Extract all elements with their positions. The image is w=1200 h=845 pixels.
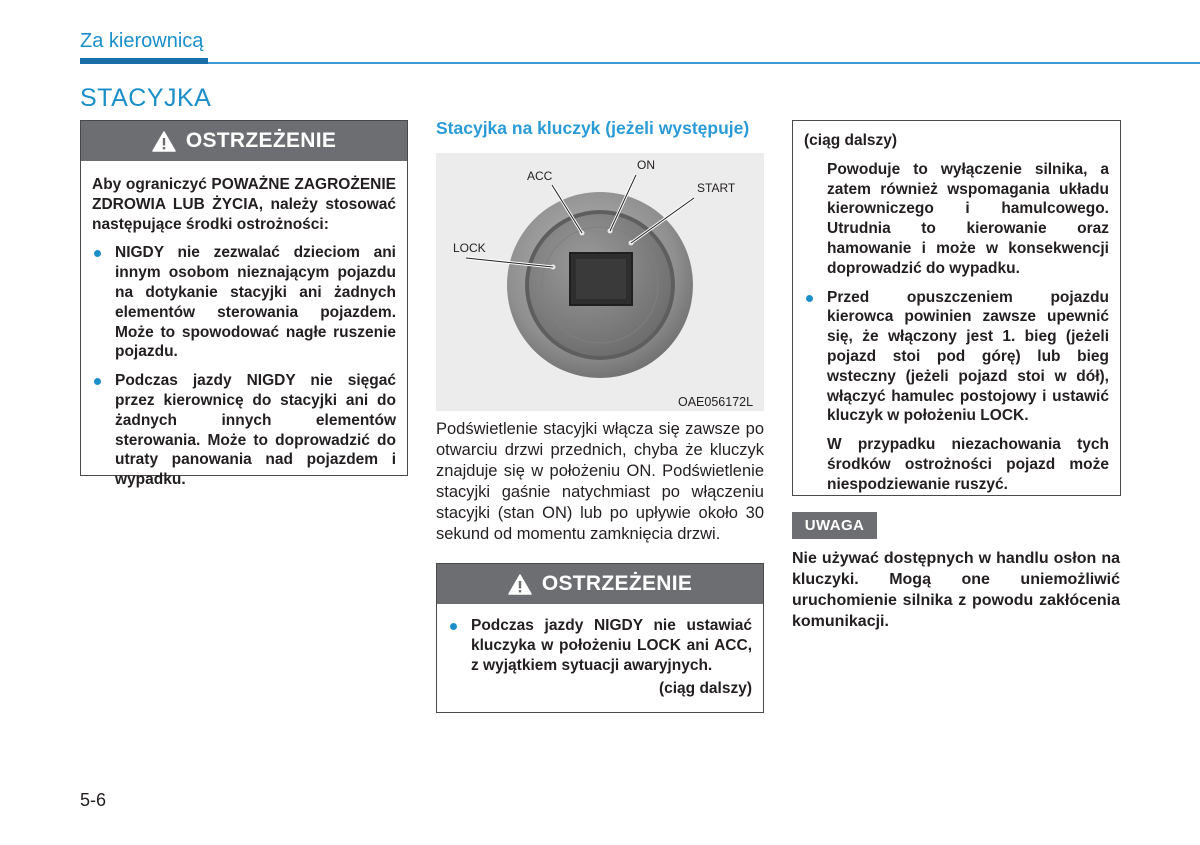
list-item — [92, 243, 396, 362]
list-item-text: Podczas jazdy NIGDY nie ustawiać kluczyka w położeniu LOCK ani ACC, z wyjątkiem sytuacji awaryjnych. — [471, 617, 752, 674]
warning-header — [437, 564, 763, 604]
warning-box-driving — [436, 563, 764, 713]
warning-intro: Aby ograniczyć POWAŻNE ZAGROŻENIE ZDROWIA LUB ŻYCIA, należy stosować następujące środki ostrożności: — [92, 176, 396, 233]
header-rule — [80, 62, 1200, 64]
warning-paragraph: W przypadku niezachowania tych środków ostrożności pojazd może niespodziewanie ruszyć. — [827, 436, 1109, 493]
list-item — [92, 371, 396, 490]
label-acc: ACC — [527, 169, 553, 183]
warning-paragraph: Powoduje to wyłączenie silnika, a zatem również wspomagania układu kierowniczego i hamulcowego. Utrudnia to kierowanie oraz hamowanie i może w konsekwencji doprowadzić do wypadku. — [827, 160, 1109, 277]
subsection-heading: Stacyjka na kluczyk (jeżeli występuje) — [436, 118, 750, 138]
page-number: 5-6 — [80, 790, 107, 810]
figure-code: OAE056172L — [678, 395, 754, 409]
list-item — [448, 616, 752, 675]
header-accent-bar — [80, 58, 208, 64]
ignition-switch-figure — [436, 153, 764, 411]
body-paragraph: Podświetlenie stacyjki włącza się zawsze po otwarciu drzwi przednich, chyba że kluczyk znajduje się w położeniu ON. Podświetlenie stacyjki gaśnie natychmiast po włączeniu stacyjki (stan ON) lub po upływie około 30 sekund od momentu zamknięcia drzwi. — [436, 420, 764, 543]
bullet-dot — [94, 250, 101, 257]
continued-label: (ciąg dalszy) — [658, 680, 752, 698]
section-header: Za kierownicą — [80, 30, 204, 52]
warning-title: OSTRZEŻENIE — [185, 129, 337, 152]
bullet-dot — [806, 295, 813, 302]
warning-header — [81, 121, 407, 161]
list-item-text: Podczas jazdy NIGDY nie sięgać przez kierownicę do stacyjki ani do żadnych innych elementów sterowania. Może to doprowadzić do utraty panowania nad pojazdem i wypadku. — [115, 372, 396, 489]
warning-triangle-icon — [508, 574, 532, 595]
warning-triangle-icon — [152, 131, 176, 152]
warning-box-child-safety — [80, 120, 408, 489]
warning-box-continued — [792, 120, 1121, 496]
notice-badge: UWAGA — [792, 512, 877, 539]
warning-title: OSTRZEŻENIE — [541, 572, 693, 595]
list-item — [804, 288, 1109, 427]
list-item-text: Przed opuszczeniem pojazdu kierowca powinien zawsze upewnić się, że włączony jest 1. bieg (jeżeli pojazd stoi pod górę) lub bieg wsteczny (jeżeli pojazd stoi w dół), włączyć hamulec postojowy i ustawić kluczyk w położeniu LOCK. — [827, 288, 1109, 425]
list-item-text: NIGDY nie zezwalać dzieciom ani innym osobom nieznającym pojazdu na dotykanie stacyjki ani żadnych elementów sterowania pojazdem. Może to spowodować nagłe ruszenie pojazdu. — [115, 244, 396, 361]
notice-text: Nie używać dostępnych w handlu osłon na kluczyki. Mogą one uniemożliwić uruchomienie silnika z powodu zakłócenia komunikacji. — [792, 550, 1120, 630]
bullet-dot — [94, 378, 101, 385]
page-title: STACYJKA — [80, 84, 212, 112]
label-start: START — [697, 181, 736, 195]
continued-label: (ciąg dalszy) — [804, 132, 898, 149]
bullet-dot — [450, 623, 457, 630]
label-on: ON — [637, 158, 655, 172]
label-lock: LOCK — [453, 241, 486, 255]
